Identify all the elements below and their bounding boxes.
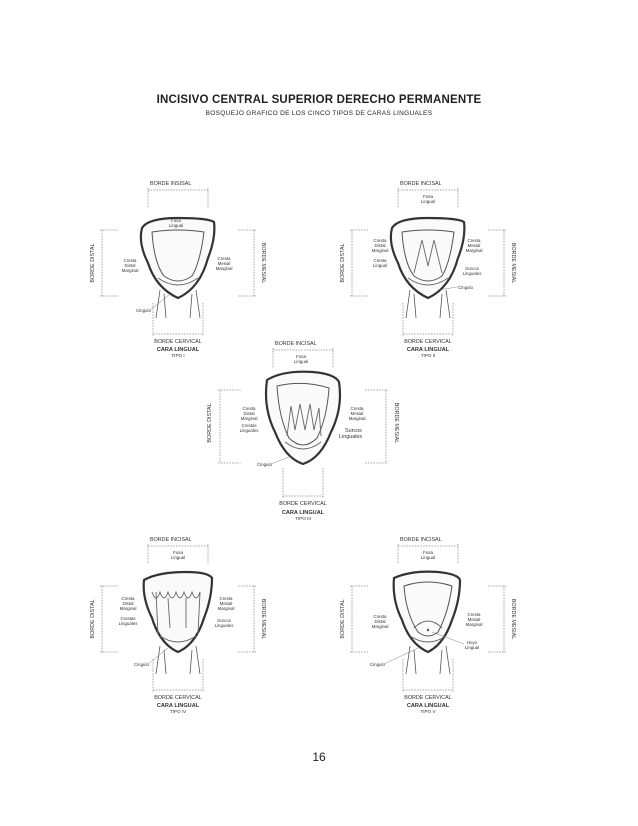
dim-mesial [488, 586, 506, 652]
label-borde-bottom: BORDE CERVICAL [154, 695, 202, 701]
panel-tipo-1 [90, 181, 266, 358]
caption: CARA LINGUAL [406, 703, 450, 709]
label-cresta-distal-2: Distal [124, 263, 136, 268]
label-cresta-distal-1: Cresta [373, 238, 387, 243]
label-fosa-2: Lingual [293, 359, 309, 364]
label-cresta-mesial-3: Marginal [348, 416, 366, 421]
hoyo-lingual-pit [427, 629, 429, 631]
caption-tipo: TIPO III [295, 516, 311, 521]
dim-distal [218, 390, 241, 463]
tooth-crown [394, 572, 460, 652]
dim-cervical [153, 659, 203, 692]
leader-cingulo [384, 648, 418, 664]
label-borde-right: BORDE MESIAL [260, 242, 266, 284]
dim-cervical [283, 468, 323, 498]
label-hoyo-1: Hoyo [466, 640, 478, 645]
label-cresta-distal-2: Distal [374, 619, 386, 624]
label-borde-top: BORDE INSISAL [150, 181, 192, 187]
label-cresta-mesial-1: Cresta [219, 596, 233, 601]
label-borde-right: BORDE MESIAL [393, 402, 399, 444]
label-cresta-mesial-1: Cresta [350, 406, 364, 411]
dim-mesial [238, 230, 256, 296]
dim-mesial [238, 586, 256, 652]
label-borde-bottom: BORDE CERVICAL [404, 339, 452, 345]
label-fosa-2: Lingual [168, 223, 184, 228]
label-fosa-2: Lingual [420, 199, 436, 204]
label-surcos-2: Linguales [339, 434, 363, 440]
leader-cingulo [150, 294, 170, 310]
label-cingulo: Cingulo [257, 462, 272, 467]
label-cresta-mesial-2: Mesial [350, 411, 364, 416]
panel-tipo-3 [207, 341, 399, 521]
label-fosa-2: Lingual [170, 555, 186, 560]
label-cresta-lingual-1: Cresta [373, 258, 387, 263]
label-cresta-distal-3: Marginal [371, 624, 389, 629]
label-cresta-mesial-3: Marginal [215, 266, 233, 271]
dim-mesial [488, 230, 506, 296]
label-borde-top: BORDE INCISAL [400, 537, 442, 543]
label-cresta-lingual-2: Lingual [372, 263, 388, 268]
label-cresta-mesial-2: Mesial [467, 243, 481, 248]
dim-distal [350, 586, 368, 652]
label-fosa-1: Fosa [173, 550, 183, 555]
label-cresta-distal-3: Marginal [121, 268, 139, 273]
dim-distal [100, 230, 118, 296]
label-cresta-distal-3: Marginal [240, 416, 258, 421]
label-surcos-2: Linguales [462, 271, 482, 276]
label-fosa-1: Fosa [423, 194, 433, 199]
label-cresta-distal-2: Distal [374, 243, 386, 248]
label-cingulo: Cingulo [134, 662, 149, 667]
label-borde-top: BORDE INCISAL [400, 181, 442, 187]
caption: CARA LINGUAL [281, 510, 325, 516]
label-hoyo-2: Lingual [464, 645, 480, 650]
label-cresta-mesial-2: Mesial [219, 601, 233, 606]
label-cresta-mesial-3: Marginal [465, 248, 483, 253]
label-crestas-linguales-2: Linguales [118, 621, 138, 626]
label-borde-left: BORDE DISTAL [340, 599, 346, 639]
page-number: 16 [312, 750, 326, 764]
label-surcos-1: Surcos [465, 266, 479, 271]
panel-tipo-5 [340, 537, 516, 714]
label-surcos-1: Surcos [217, 618, 231, 623]
dim-cervical [153, 303, 203, 336]
label-borde-right: BORDE MESIAL [510, 598, 516, 640]
panel-tipo-2 [340, 181, 516, 358]
caption: CARA LINGUAL [156, 347, 200, 353]
label-cresta-mesial-2: Mesial [467, 617, 481, 622]
label-surcos-2: Linguales [214, 623, 234, 628]
label-cresta-mesial-1: Cresta [217, 256, 231, 261]
page-title: INCISIVO CENTRAL SUPERIOR DERECHO PERMANENTE [156, 94, 482, 106]
label-cresta-mesial-1: Cresta [467, 612, 481, 617]
dim-incisal [148, 188, 208, 208]
label-borde-left: BORDE DISTAL [340, 243, 346, 283]
panel-tipo-4 [90, 537, 266, 714]
label-borde-bottom: BORDE CERVICAL [279, 501, 327, 507]
label-borde-left: BORDE DISTAL [207, 403, 213, 443]
dim-cervical [403, 303, 453, 336]
caption-tipo: TIPO I [171, 353, 185, 358]
label-fosa-1: Fosa [171, 218, 181, 223]
leader-cingulo [271, 456, 291, 464]
label-cresta-mesial-1: Cresta [467, 238, 481, 243]
label-borde-top: BORDE INCISAL [150, 537, 192, 543]
label-borde-right: BORDE MESIAL [260, 598, 266, 640]
label-borde-bottom: BORDE CERVICAL [154, 339, 202, 345]
caption-tipo: TIPO V [420, 709, 436, 714]
label-borde-left: BORDE DISTAL [90, 599, 96, 639]
caption-tipo: TIPO II [420, 353, 436, 358]
label-crestas-linguales-2: Linguales [239, 428, 259, 433]
label-cresta-distal-3: Marginal [371, 248, 389, 253]
label-cingulo: Cingulo [370, 662, 385, 667]
label-cresta-mesial-2: Mesial [217, 261, 231, 266]
caption-tipo: TIPO IV [169, 709, 187, 714]
label-fosa-1: Fosa [296, 354, 306, 359]
label-cresta-distal-1: Cresta [121, 596, 135, 601]
label-crestas-linguales-1: Crestas [241, 423, 257, 428]
label-crestas-linguales-1: Crestas [120, 616, 136, 621]
label-cresta-distal-2: Distal [243, 411, 255, 416]
label-cresta-distal-3: Marginal [119, 606, 137, 611]
label-cresta-distal-1: Cresta [373, 614, 387, 619]
dim-mesial [365, 390, 388, 463]
label-borde-right: BORDE MESIAL [510, 242, 516, 284]
label-cingulo: Cingulo [458, 285, 473, 290]
dim-distal [100, 586, 118, 652]
label-cingulo: Cingulo [136, 308, 151, 313]
label-borde-left: BORDE DISTAL [90, 243, 96, 283]
label-cresta-mesial-3: Marginal [217, 606, 235, 611]
caption: CARA LINGUAL [156, 703, 200, 709]
label-fosa-1: Fosa [423, 550, 433, 555]
label-cresta-distal-1: Cresta [242, 406, 256, 411]
caption: CARA LINGUAL [406, 347, 450, 353]
label-fosa-2: Lingual [420, 555, 436, 560]
tooth-crown [144, 572, 212, 652]
label-cresta-mesial-3: Marginal [465, 622, 483, 627]
label-borde-top: BORDE INCISAL [275, 341, 317, 347]
page-subtitle: BOSQUEJO GRAFICO DE LOS CINCO TIPOS DE CARAS LINGUALES [205, 110, 433, 117]
dim-distal [350, 230, 368, 296]
label-borde-bottom: BORDE CERVICAL [404, 695, 452, 701]
dim-cervical [403, 659, 453, 692]
label-surcos-1: Surcos [345, 428, 362, 434]
label-cresta-distal-1: Cresta [123, 258, 137, 263]
label-cresta-distal-2: Distal [122, 601, 134, 606]
